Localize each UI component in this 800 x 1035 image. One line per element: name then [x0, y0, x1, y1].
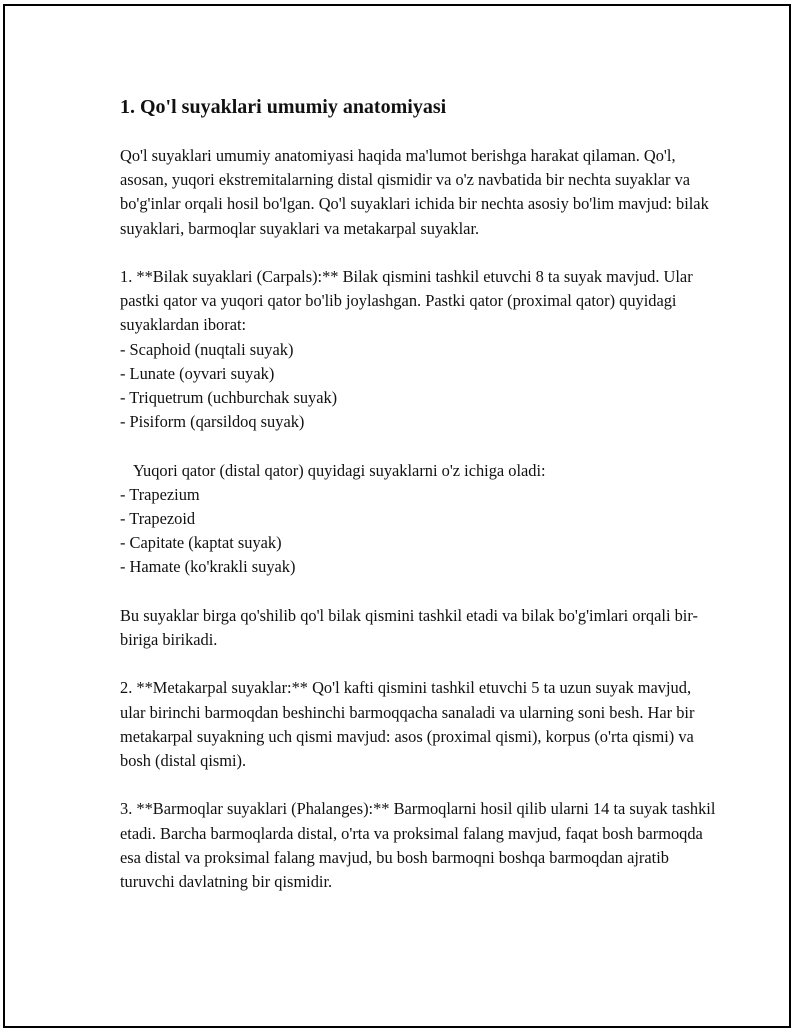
list-item: - Hamate (ko'krakli suyak)	[120, 557, 296, 577]
section-carpals-paragraph: 1. **Bilak suyaklari (Carpals):** Bilak qismini tashkil etuvchi 8 ta suyak mavjud. Ular pastki qator va yuqori qator bo'lib joylashgan. Pastki qator (proximal qator) quyidagi suyaklardan iborat:	[120, 267, 693, 335]
list-item: - Pisiform (qarsildoq suyak)	[120, 412, 305, 432]
section-phalanges-paragraph: 3. **Barmoqlar suyaklari (Phalanges):** Barmoqlarni hosil qilib ularni 14 ta suyak tashkil etadi. Barcha barmoqlarda distal, o'rta va proksimal falang mavjud, faqat bosh barmoqda esa distal va proksimal falang mavjud, bu bosh barmoqni boshqa barmoqdan ajratib turuvchi davlatning bir qismidir.	[120, 799, 716, 892]
paragraph-gap	[120, 241, 720, 265]
document-body	[120, 94, 720, 894]
distal-row-list	[120, 483, 720, 580]
paragraph-gap	[120, 773, 720, 797]
paragraph-gap	[120, 580, 720, 604]
list-item: - Trapezoid	[120, 509, 196, 529]
list-item: - Trapezium	[120, 484, 200, 504]
section-metacarpals-paragraph: 2. **Metakarpal suyaklar:** Qo'l kafti qismini tashkil etuvchi 5 ta uzun suyak mavjud, ular birinchi barmoqdan beshinchi barmoqqacha sanaladi va ularning soni besh. Har bir metakarpal suyakning uch qismi mavjud: asos (proximal qismi), korpus (o'rta qismi) va bosh (distal qismi).	[120, 678, 695, 771]
list-item: - Triquetrum (uchburchak suyak)	[120, 388, 338, 408]
list-item: - Lunate (oyvari suyak)	[120, 363, 275, 383]
paragraph-gap	[120, 434, 720, 458]
list-item: - Capitate (kaptat suyak)	[120, 533, 282, 553]
proximal-row-list	[120, 338, 720, 435]
carpals-summary-paragraph: Bu suyaklar birga qo'shilib qo'l bilak qismini tashkil etadi va bilak bo'g'imlari orqali bir-biriga birikadi.	[120, 605, 698, 650]
page-title: 1. Qo'l suyaklari umumiy anatomiyasi	[120, 96, 447, 118]
document-page	[3, 4, 791, 1028]
paragraph-gap	[120, 652, 720, 676]
distal-row-intro: Yuqori qator (distal qator) quyidagi suyaklarni o'z ichiga oladi:	[133, 460, 546, 480]
list-item: - Scaphoid (nuqtali suyak)	[120, 339, 294, 359]
intro-paragraph: Qo'l suyaklari umumiy anatomiyasi haqida ma'lumot berishga harakat qilaman. Qo'l, asosan, yuqori ekstremitalarning distal qismidir va o'z navbatida bir nechta suyaklar va bo'g'inlar orqali hosil bo'lgan. Qo'l suyaklari ichida bir nechta asosiy bo'lim mavjud: bilak suyaklari, barmoqlar suyaklari va metakarpal suyaklar.	[120, 146, 709, 238]
